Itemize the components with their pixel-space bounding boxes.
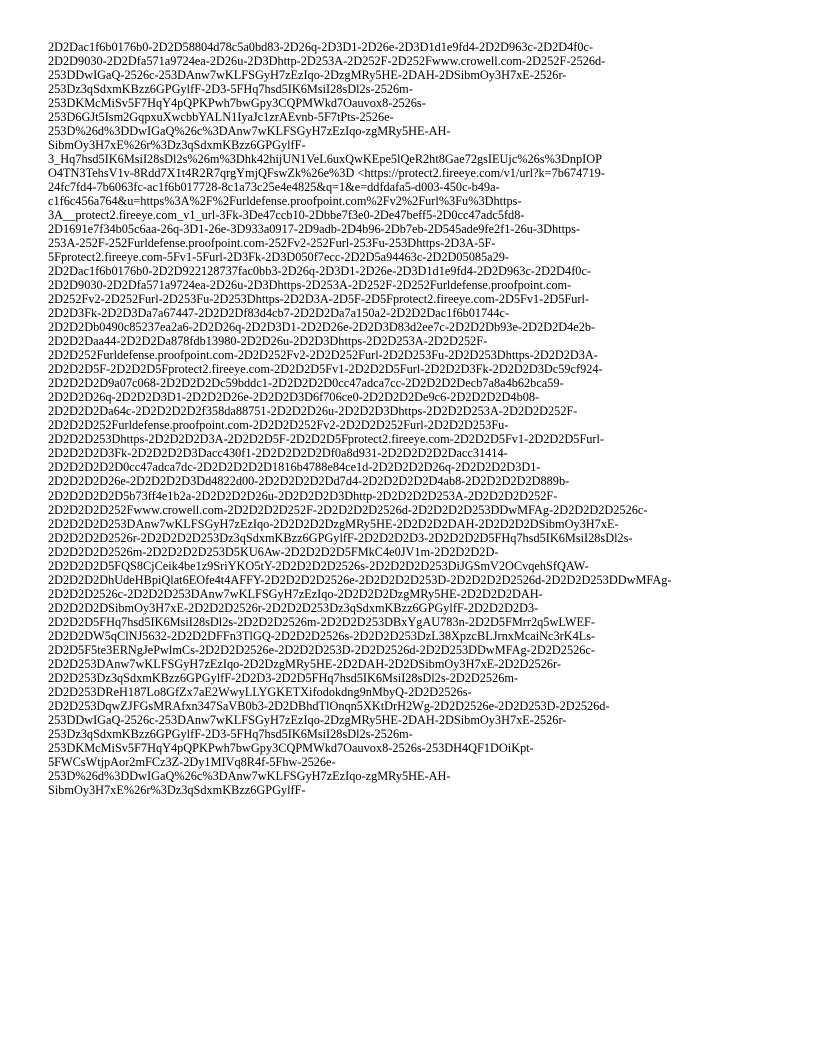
- text-line: 2D2D2D2D2526r-2D2D2D2D253Dz3qSdxmKBzz6GPGylfF-2D2D2D2D3-2D2D2D2D5FHq7hsd5IK6MsiI28sDl2s-: [48, 530, 633, 545]
- text-line: 2D2D2D2DSibmOy3H7xE-2D2D2D2526r-2D2D2D253Dz3qSdxmKBzz6GPGylfF-2D2D2D2D3-: [48, 600, 539, 615]
- document-page: [48, 40, 773, 797]
- text-line: 2D2D2D2D2D5b73ff4e1b2a-2D2D2D2D26u-2D2D2D2D3Dhttp-2D2D2D2D253A-2D2D2D2D252F-: [48, 488, 558, 503]
- text-line: 2D2D2D2D3Fk-2D2D2D2D3Dacc430f1-2D2D2D2D2Df0a8d931-2D2D2D2D2Dacc31414-: [48, 446, 508, 461]
- text-line: 2D2D2D2D252Fwww.crowell.com-2D2D2D2D252F-2D2D2D2D2526d-2D2D2D2D253DDwMFAg-2D2D2D2D2526c-: [48, 502, 648, 517]
- text-line: 253A-252F-252Furldefense.proofpoint.com-252Fv2-252Furl-253Fu-253Dhttps-2D3A-5F-: [48, 236, 496, 251]
- text-line: 253Dz3qSdxmKBzz6GPGylfF-2D3-5FHq7hsd5IK6MsiI28sDl2s-2526m-: [48, 726, 413, 741]
- text-line: 2D2D9030-2D2Dfa571a9724ea-2D26u-2D3Dhttp-2D253A-2D252F-2D252Fwww.crowell.com-2D252F-2526d-: [48, 54, 606, 69]
- text-line: 2D1691e7f34b05c6aa-26q-3D1-26e-3D933a0917-2D9adb-2D4b96-2Db7eb-2D545ade9fe2f1-26u-3Dhttps-: [48, 222, 581, 237]
- text-line: 5FWCsWtjpAor2mFCz3Z-2Dy1MIVq8R4f-5Fhw-2526e-: [48, 754, 336, 769]
- text-line: 2D2D2Db0490c85237ea2a6-2D2D26q-2D2D3D1-2D2D26e-2D2D3D83d2ee7c-2D2D2Db93e-2D2D2D4e2b-: [48, 320, 596, 335]
- text-line: 2D2D2D2D253DAnw7wKLFSGyH7zEzIqo-2D2D2D2DzgMRy5HE-2D2D2D2DAH-2D2D2D2DSibmOy3H7xE-: [48, 516, 619, 531]
- text-line: 2D2D9030-2D2Dfa571a9724ea-2D26u-2D3Dhttps-2D253A-2D252F-2D252Furldefense.proofpoint.com-: [48, 278, 572, 293]
- text-line: 3A__protect2.fireeye.com_v1_url-3Fk-3De47ccb10-2Dbbe7f3e0-2De47beff5-2D0cc47adc5fd8-: [48, 208, 525, 223]
- text-line: 2D2D253DqwZJFGsMRAfxn347SaVB0b3-2D2DBhdTlOnqn5XKtDrH2Wg-2D2D2526e-2D2D253D-2D2526d-: [48, 698, 610, 713]
- text-line: 2D2D5F5te3ERNgJePwlmCs-2D2D2D2526e-2D2D2D253D-2D2D2526d-2D2D253DDwMFAg-2D2D2526c-: [48, 642, 595, 657]
- text-line: 2D2D2D2DhUdeHBpiQlat6EOfe4t4AFFY-2D2D2D2D2526e-2D2D2D2D253D-2D2D2D2D2526d-2D2D2D253DDwMFAg-: [48, 572, 672, 587]
- text-line: 2D2D2D2D2D0cc47adca7dc-2D2D2D2D2D1816b4788e84ce1d-2D2D2D2D26q-2D2D2D2D3D1-: [48, 460, 541, 475]
- text-line: 2D2D2DW5qClNJ5632-2D2D2DFFn3TlGQ-2D2D2D2526s-2D2D2D253DzL38XpzcBLJrnxMcaiNc3rK4Ls-: [48, 628, 596, 643]
- text-line: 2D2D2D26q-2D2D2D3D1-2D2D2D26e-2D2D2D3D6f706ce0-2D2D2D2De9c6-2D2D2D2D4b08-: [48, 390, 540, 405]
- text-line: 24fc7fd4-7b6063fc-ac1f6b017728-8c1a73c25e4e4825&q=1&e=ddfdafa5-d003-450c-b49a-: [48, 180, 500, 195]
- text-line: 2D2D2D252Furldefense.proofpoint.com-2D2D2D252Fv2-2D2D2D252Furl-2D2D2D253Fu-: [48, 418, 509, 433]
- text-line: 2D2D2D2D5FQS8CjCeik4be1z9SriYKO5tY-2D2D2D2D2526s-2D2D2D2D253DiJGSmV2OCvqehSfQAW-: [48, 558, 589, 573]
- text-line: 2D2D2D2D2526m-2D2D2D2D253D5KU6Aw-2D2D2D2D5FMkC4e0JV1m-2D2D2D2D-: [48, 544, 499, 559]
- text-line: 2D2D2Daa44-2D2D2Da878fdb13980-2D2D26u-2D2D3Dhttps-2D2D253A-2D2D252F-: [48, 334, 488, 349]
- text-line: 253DDwIGaQ-2526c-253DAnw7wKLFSGyH7zEzIqo-2DzgMRy5HE-2DAH-2DSibmOy3H7xE-2526r-: [48, 712, 567, 727]
- text-line: 253D%26d%3DDwIGaQ%26c%3DAnw7wKLFSGyH7zEzIqo-zgMRy5HE-AH-: [48, 124, 451, 139]
- text-line: 2D252Fv2-2D252Furl-2D253Fu-2D253Dhttps-2D2D3A-2D5F-2D5Fprotect2.fireeye.com-2D5Fv1-2D5Furl-: [48, 292, 590, 307]
- text-line: 2D2D2D5FHq7hsd5IK6MsiI28sDl2s-2D2D2D2526m-2D2D2D253DBxYgAU783n-2D2D5FMrr2q5wLWEF-: [48, 614, 595, 629]
- text-line: 2D2D253Dz3qSdxmKBzz6GPGylfF-2D2D3-2D2D5FHq7hsd5IK6MsiI28sDl2s-2D2D2526m-: [48, 670, 519, 685]
- text-line: 5Fprotect2.fireeye.com-5Fv1-5Furl-2D3Fk-2D3D050f7ecc-2D2D5a94463c-2D2D05085a29-: [48, 250, 510, 265]
- text-line: 2D2D3Fk-2D2D3Da7a67447-2D2D2Df83d4cb7-2D2D2Da7a150a2-2D2D2Dac1f6b01744c-: [48, 306, 510, 321]
- text-line: 2D2D2D5F-2D2D2D5Fprotect2.fireeye.com-2D2D2D5Fv1-2D2D2D5Furl-2D2D2D3Fk-2D2D2D3Dc59cf924-: [48, 362, 603, 377]
- text-line: 253DDwIGaQ-2526c-253DAnw7wKLFSGyH7zEzIqo-2DzgMRy5HE-2DAH-2DSibmOy3H7xE-2526r-: [48, 68, 567, 83]
- text-line: 2D2D2D2D9a07c068-2D2D2D2Dc59bddc1-2D2D2D2D0cc47adca7cc-2D2D2D2Decb7a8a4b62bca59-: [48, 376, 564, 391]
- text-line: 2D2D2D2Da64c-2D2D2D2D2f358da88751-2D2D2D26u-2D2D2D3Dhttps-2D2D2D253A-2D2D2D252F-: [48, 404, 578, 419]
- text-line: O4TN3TehsV1v-8Rdd7X1t4R2R7qrgYmjQFswZk%26e%3D <https://protect2.fireeye.com/v1/url?k=7b674719-: [48, 166, 605, 181]
- text-line: 2D2D253DReH187Lo8GfZx7aE2WwyLLYGKETXifodokdng9nMbyQ-2D2D2526s-: [48, 684, 472, 699]
- text-line: 3_Hq7hsd5IK6MsiI28sDl2s%26m%3Dhk42hijUN1VeL6uxQwKEpe5lQeR2ht8Gae72gsIEUjc%26s%3DnpIOP: [48, 152, 602, 167]
- text-line: 2D2D253DAnw7wKLFSGyH7zEzIqo-2D2DzgMRy5HE-2D2DAH-2D2DSibmOy3H7xE-2D2D2526r-: [48, 656, 561, 671]
- text-line: SibmOy3H7xE%26r%3Dz3qSdxmKBzz6GPGylfF-: [48, 782, 306, 797]
- text-line: 253DKMcMiSv5F7HqY4pQPKPwh7bwGpy3CQPMWkd7Oauvox8-2526s-: [48, 96, 426, 111]
- text-line: 2D2Dac1f6b0176b0-2D2D922128737fac0bb3-2D26q-2D3D1-2D26e-2D3D1d1e9fd4-2D2D963c-2D2D4f0c-: [48, 264, 591, 279]
- text-line: 2D2Dac1f6b0176b0-2D2D58804d78c5a0bd83-2D26q-2D3D1-2D26e-2D3D1d1e9fd4-2D2D963c-2D2D4f0c-: [48, 40, 594, 54]
- text-line: 2D2D2D2526c-2D2D2D253DAnw7wKLFSGyH7zEzIqo-2D2D2D2DzgMRy5HE-2D2D2D2DAH-: [48, 586, 543, 601]
- text-line: c1f6c456a764&u=https%3A%2F%2Furldefense.proofpoint.com%2Fv2%2Furl%3Fu%3Dhttps-: [48, 194, 522, 209]
- text-line: 2D2D2D253Dhttps-2D2D2D2D3A-2D2D2D5F-2D2D2D5Fprotect2.fireeye.com-2D2D2D5Fv1-2D2D2D5Furl-: [48, 432, 605, 447]
- text-line: 253D%26d%3DDwIGaQ%26c%3DAnw7wKLFSGyH7zEzIqo-zgMRy5HE-AH-: [48, 768, 451, 783]
- text-line: 253DKMcMiSv5F7HqY4pQPKPwh7bwGpy3CQPMWkd7Oauvox8-2526s-253DH4QF1DOiKpt-: [48, 740, 534, 755]
- text-line: 2D2D252Furldefense.proofpoint.com-2D2D252Fv2-2D2D252Furl-2D2D253Fu-2D2D253Dhttps-2D2D2D3A-: [48, 348, 598, 363]
- text-line: 253Dz3qSdxmKBzz6GPGylfF-2D3-5FHq7hsd5IK6MsiI28sDl2s-2526m-: [48, 82, 413, 97]
- text-line: SibmOy3H7xE%26r%3Dz3qSdxmKBzz6GPGylfF-: [48, 138, 306, 153]
- text-line: 253D6GJt5Ism2GqpxuXwcbbYALN1IyaJc1zrAEvnb-5F7tPts-2526e-: [48, 110, 394, 125]
- text-line: 2D2D2D2D26e-2D2D2D2D3Dd4822d00-2D2D2D2D2Dd7d4-2D2D2D2D2D4ab8-2D2D2D2D2D889b-: [48, 474, 570, 489]
